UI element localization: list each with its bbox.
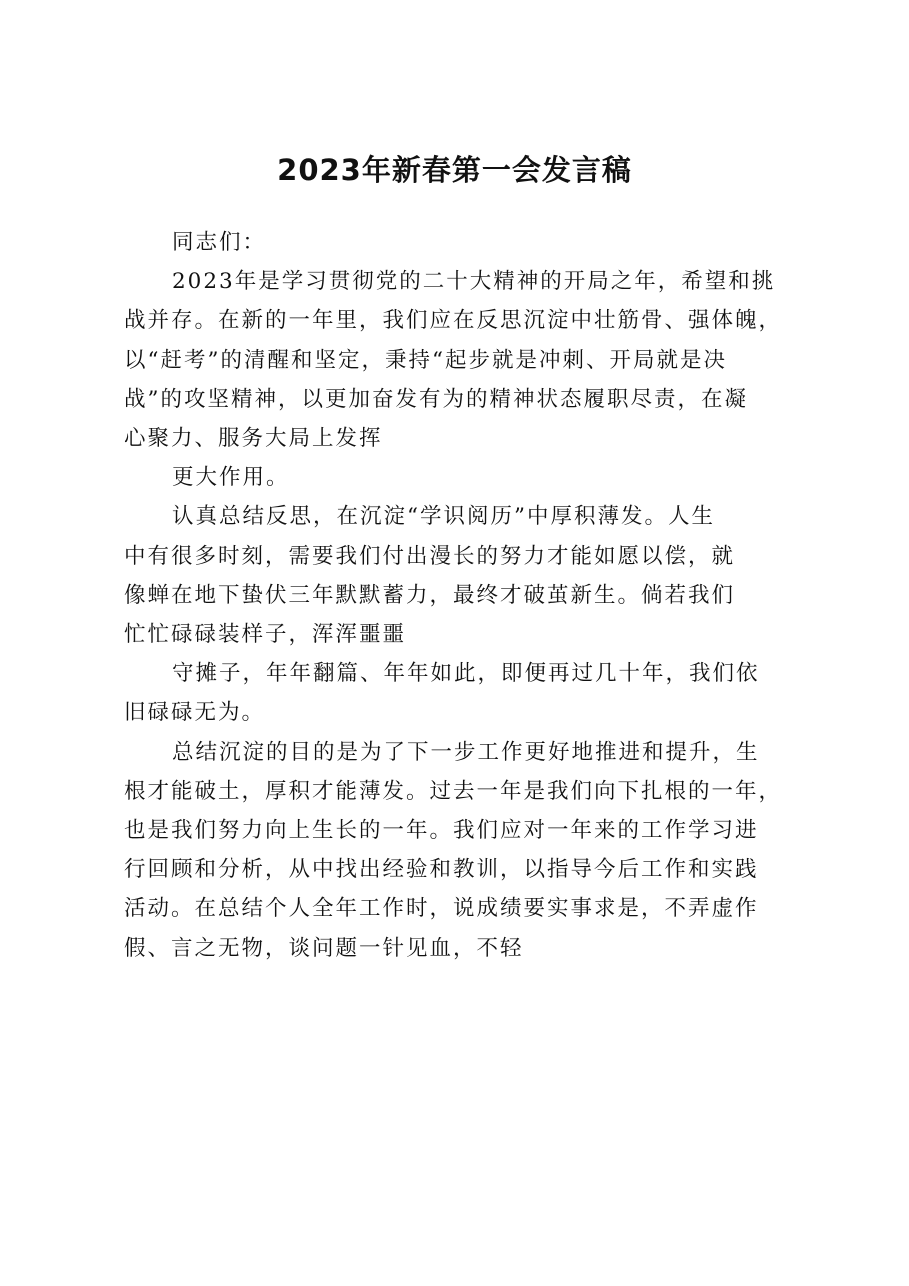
paragraph xyxy=(124,497,814,654)
paragraph xyxy=(124,458,814,497)
paragraph-first-line: 2023年是学习贯彻党的二十大精神的开局之年，希望和挑 xyxy=(172,269,776,295)
paragraph xyxy=(124,223,814,262)
paragraph-line: 活动。在总结个人全年工作时，说成绩要实事求是，不弄虚作 xyxy=(124,896,759,922)
paragraph-line: 根才能破土，厚积才能薄发。过去一年是我们向下扎根的一年， xyxy=(124,778,783,804)
paragraph-line: 像蝉在地下蛰伏三年默默蓄力，最终才破茧新生。倘若我们 xyxy=(124,582,736,608)
paragraph-first-line: 同志们： xyxy=(172,230,267,255)
paragraph-line: 旧碌碌无为。 xyxy=(124,700,266,726)
paragraph-line: 战”的攻坚精神，以更加奋发有为的精神状态履职尽责，在凝 xyxy=(124,386,748,412)
paragraph-line: 也是我们努力向上生长的一年。我们应对一年来的工作学习进 xyxy=(124,818,759,844)
document-body xyxy=(124,223,814,968)
paragraph xyxy=(124,654,814,732)
paragraph-first-line: 更大作用。 xyxy=(172,465,290,491)
paragraph-line: 忙忙碌碌装样子，浑浑噩噩 xyxy=(124,622,407,648)
paragraph xyxy=(124,262,814,458)
paragraph-first-line: 守摊子，年年翻篇、年年如此，即便再过几十年，我们依 xyxy=(172,661,760,687)
paragraph xyxy=(124,733,814,968)
paragraph-first-line: 总结沉淀的目的是为了下一步工作更好地推进和提升，生 xyxy=(172,739,760,765)
paragraph-line: 中有很多时刻，需要我们付出漫长的努力才能如愿以偿，就 xyxy=(124,543,736,569)
paragraph-line: 行回顾和分析，从中找出经验和教训，以指导今后工作和实践 xyxy=(124,857,759,883)
paragraph-line: 假、言之无物，谈问题一针见血，不轻 xyxy=(124,935,524,961)
paragraph-line: 心聚力、服务大局上发挥 xyxy=(124,426,383,452)
document-title: 2023年新春第一会发言稿 xyxy=(277,153,632,187)
paragraph-line: 以“赶考”的清醒和坚定，秉持“起步就是冲刺、开局就是决 xyxy=(124,347,727,373)
paragraph-first-line: 认真总结反思，在沉淀“学识阅历”中厚积薄发。人生 xyxy=(172,504,715,530)
paragraph-line: 战并存。在新的一年里，我们应在反思沉淀中壮筋骨、强体魄， xyxy=(124,308,783,334)
